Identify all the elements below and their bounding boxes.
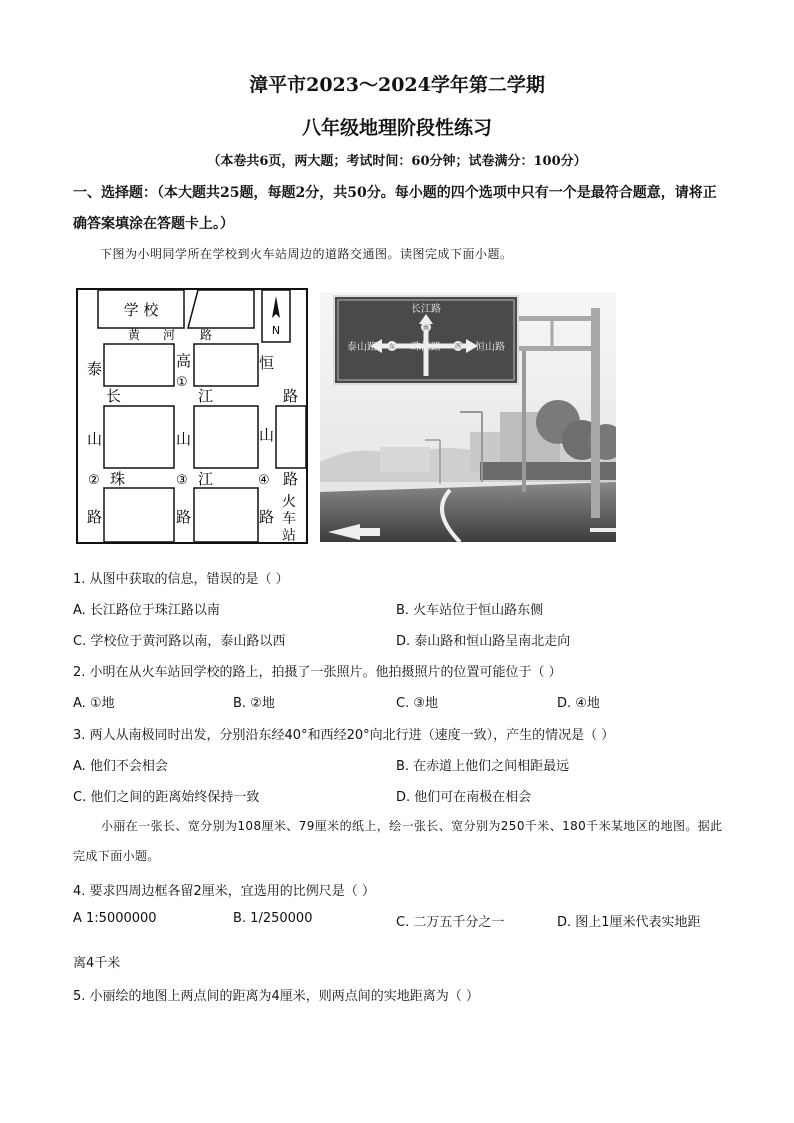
exam-note: （本卷共6页，两大题；考试时间：60分钟；试卷满分：100分） xyxy=(207,154,587,169)
page-subtitle: 八年级地理阶段性练习 xyxy=(301,117,492,139)
q1-option-a: A. 长江路位于珠江路以南 xyxy=(73,603,220,618)
marker-4: ④ xyxy=(258,473,270,488)
question-3: 3. 两人从南极同时出发，分别沿东经40°和西经20°向北行进（速度一致），产生的情况是（ ） xyxy=(73,728,615,743)
marker-2: ② xyxy=(88,473,100,488)
page-title: 漳平市2023～2024学年第二学期 xyxy=(249,74,545,96)
svg-text:路: 路 xyxy=(283,387,299,405)
svg-text:高: 高 xyxy=(176,352,192,370)
q2-option-d: D. ④地 xyxy=(557,696,600,711)
svg-text:恒山路: 恒山路 xyxy=(475,342,505,353)
road-map xyxy=(76,288,308,544)
svg-text:江: 江 xyxy=(198,387,214,405)
svg-text:江: 江 xyxy=(198,470,214,488)
svg-text:山: 山 xyxy=(87,430,103,448)
q4-option-d: D. 图上1厘米代表实地距 xyxy=(557,915,701,930)
road-photo xyxy=(320,292,616,542)
svg-text:泰山路: 泰山路 xyxy=(347,342,377,353)
svg-text:珠: 珠 xyxy=(110,470,126,488)
svg-text:长江路: 长江路 xyxy=(411,304,441,315)
q4-option-d-continued: 离4千米 xyxy=(73,956,121,971)
north-label: N xyxy=(271,324,281,337)
marker-3: ③ xyxy=(176,473,188,488)
svg-text:长: 长 xyxy=(106,387,122,405)
q3-option-c: C. 他们之间的距离始终保持一致 xyxy=(73,790,260,805)
q4-option-c: C. 二万五千分之一 xyxy=(396,915,505,930)
q4-option-a: A 1:5000000 xyxy=(73,911,157,926)
q3-option-a: A. 他们不会相会 xyxy=(73,759,168,774)
svg-text:南: 南 xyxy=(422,324,430,332)
q2-option-a: A. ①地 xyxy=(73,696,115,711)
svg-text:河: 河 xyxy=(163,328,176,342)
svg-text:路: 路 xyxy=(200,328,213,342)
svg-text:恒: 恒 xyxy=(259,354,275,372)
svg-text:火: 火 xyxy=(282,494,296,510)
q1-option-d: D. 泰山路和恒山路呈南北走向 xyxy=(396,634,571,649)
q1-option-b: B. 火车站位于恒山路东侧 xyxy=(396,603,544,618)
svg-text:山: 山 xyxy=(176,430,192,448)
question-1: 1. 从图中获取的信息，错误的是（ ） xyxy=(73,572,289,587)
q3-option-d: D. 他们可在南极在相会 xyxy=(396,790,532,805)
q3-option-b: B. 在赤道上他们之间相距最远 xyxy=(396,759,570,774)
q4-option-b: B. 1/250000 xyxy=(233,911,313,926)
marker-1: ① xyxy=(176,375,188,390)
svg-text:西: 西 xyxy=(454,343,462,351)
svg-text:泰: 泰 xyxy=(87,360,103,378)
svg-text:路: 路 xyxy=(176,508,192,526)
parallelogram-block xyxy=(188,290,254,328)
svg-text:黄: 黄 xyxy=(128,328,141,342)
svg-text:路: 路 xyxy=(283,470,299,488)
svg-text:站: 站 xyxy=(282,528,296,544)
svg-text:山: 山 xyxy=(259,426,275,444)
svg-text:路: 路 xyxy=(259,508,275,526)
q2-option-b: B. ②地 xyxy=(233,696,275,711)
sign-pole xyxy=(591,308,600,518)
question-4: 4. 要求四周边框各留2厘米，宜选用的比例尺是（ ） xyxy=(73,884,375,899)
question-5: 5. 小丽绘的地图上两点间的距离为4厘米，则两点间的实地距离为（ ） xyxy=(73,989,479,1004)
intro-text-2: 小丽在一张长、宽分别为108厘米、79厘米的纸上，绘一张长、宽分别为250千米、180千米某地区的地图。据此完成下面小题。 xyxy=(73,819,723,863)
svg-text:路: 路 xyxy=(87,508,103,526)
svg-text:车: 车 xyxy=(282,511,296,527)
q2-option-c: C. ③地 xyxy=(396,696,438,711)
svg-text:珠江路: 珠江路 xyxy=(411,342,441,353)
intro-text: 下图为小明同学所在学校到火车站周边的道路交通图。读图完成下面小题。 xyxy=(100,247,513,261)
school-label: 学 校 xyxy=(123,301,159,319)
question-2: 2. 小明在从火车站回学校的路上，拍摄了一张照片。他拍摄照片的位置可能位于（ ） xyxy=(73,665,562,680)
q1-option-c: C. 学校位于黄河路以南，泰山路以西 xyxy=(73,634,286,649)
section-heading: 一、选择题：（本大题共25题，每题2分，共50分。每小题的四个选项中只有一个是最符合题意，请将正确答案填涂在答题卡上。） xyxy=(73,185,717,232)
svg-text:东: 东 xyxy=(388,343,396,351)
